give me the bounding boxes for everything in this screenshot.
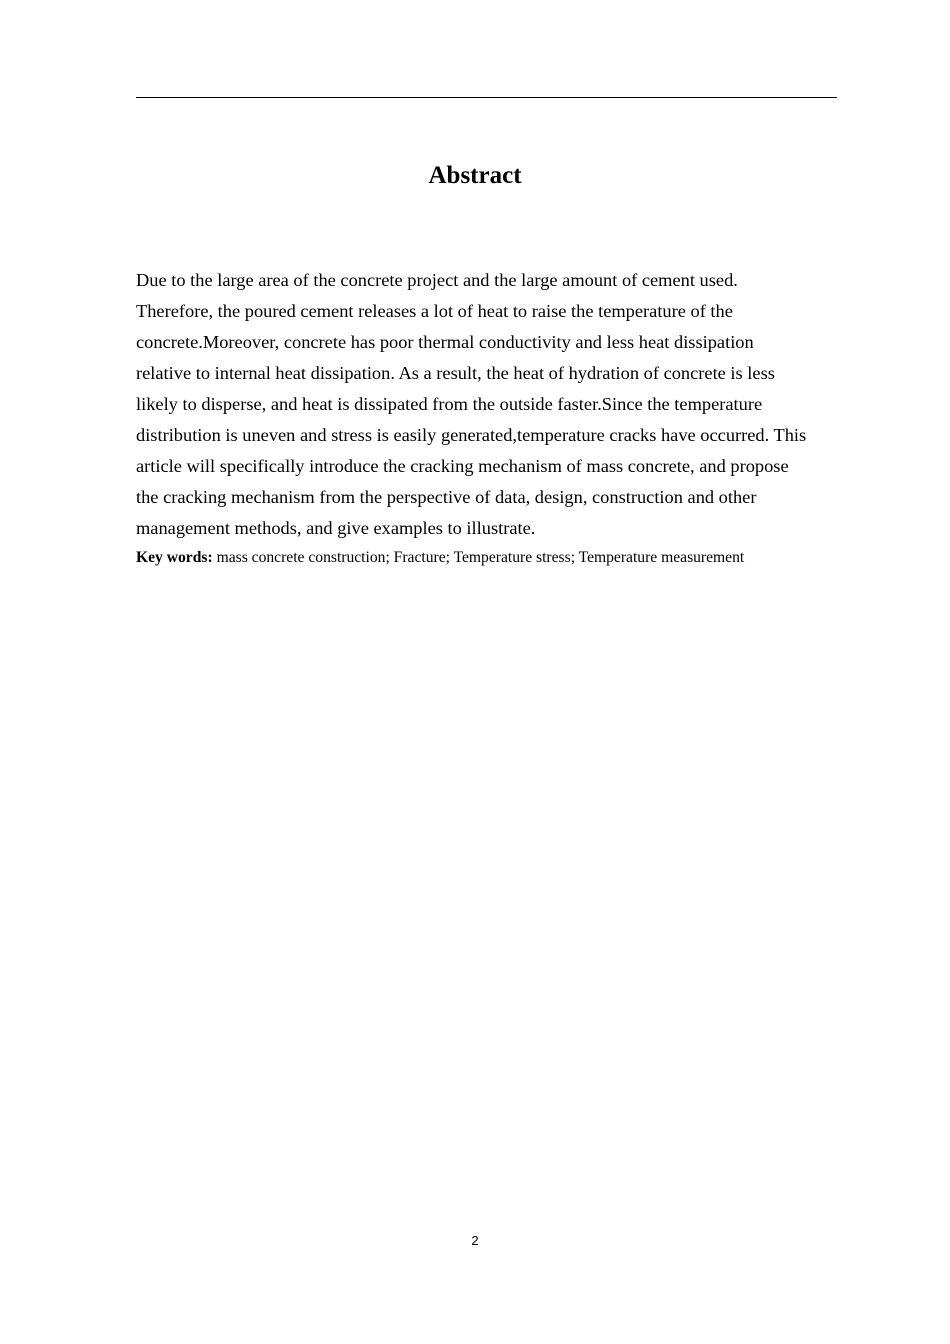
abstract-line: relative to internal heat dissipation. As a result, the heat of hydration of concrete is less: [136, 363, 775, 383]
keywords-line: [136, 546, 846, 570]
keywords-text: mass concrete construction; Fracture; Temperature stress; Temperature measurement: [212, 549, 745, 566]
abstract-line: article will specifically introduce the cracking mechanism of mass concrete, and propose: [136, 456, 789, 476]
abstract-line: distribution is uneven and stress is easily generated,temperature cracks have occurred. This: [136, 425, 807, 445]
abstract-body: [136, 265, 841, 544]
abstract-line: management methods, and give examples to illustrate.: [136, 518, 536, 538]
abstract-line: Therefore, the poured cement releases a lot of heat to raise the temperature of the: [136, 301, 733, 321]
abstract-line: the cracking mechanism from the perspective of data, design, construction and other: [136, 487, 757, 507]
abstract-line: likely to disperse, and heat is dissipated from the outside faster.Since the temperature: [136, 394, 763, 414]
abstract-line: Due to the large area of the concrete project and the large amount of cement used.: [136, 270, 738, 290]
page-title: Abstract: [428, 162, 522, 189]
header-rule: [136, 97, 837, 98]
abstract-line: concrete.Moreover, concrete has poor thermal conductivity and less heat dissipation: [136, 332, 754, 352]
keywords-label: Key words:: [136, 549, 213, 566]
page-number: 2: [471, 1233, 479, 1248]
